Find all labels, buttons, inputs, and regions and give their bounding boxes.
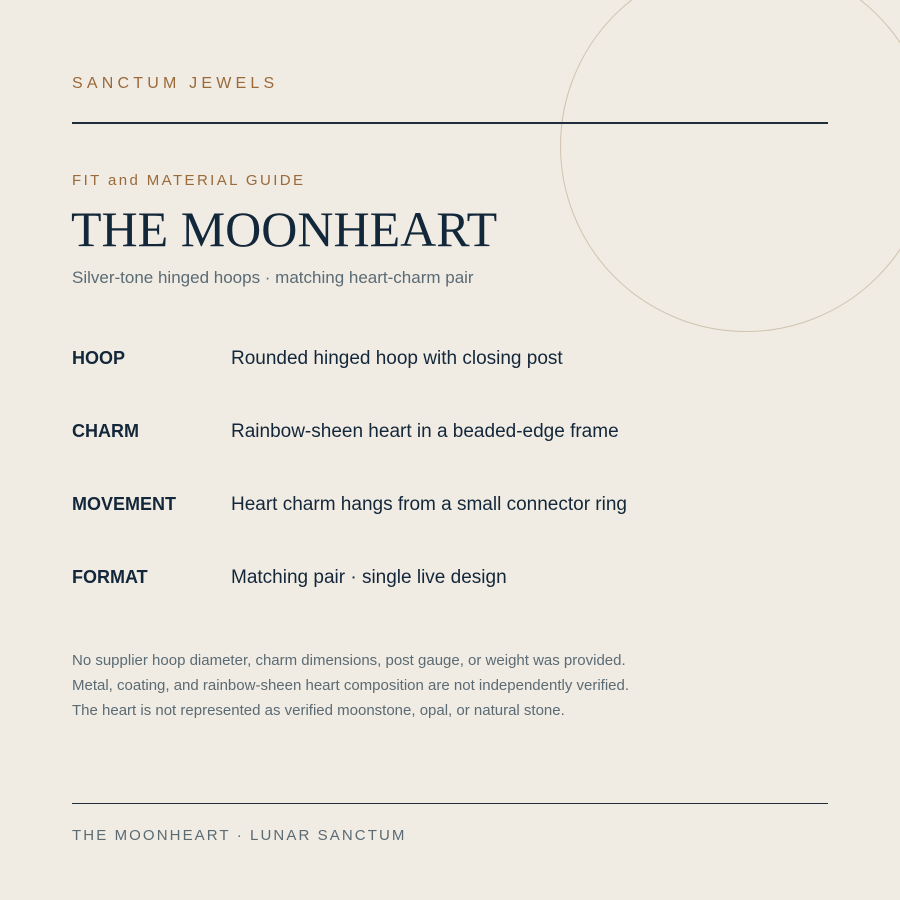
spec-row-hoop [72, 345, 832, 418]
spec-label: HOOP [72, 348, 126, 368]
spec-label: MOVEMENT [72, 494, 177, 514]
disclaimer-line: The heart is not represented as verified moonstone, opal, or natural stone. [72, 702, 565, 719]
top-divider [72, 122, 828, 124]
disclaimer-line: No supplier hoop diameter, charm dimensions, post gauge, or weight was provided. [72, 652, 626, 669]
disclaimer-line: Metal, coating, and rainbow-sheen heart composition are not independently verified. [72, 677, 630, 694]
brand-name: SANCTUM JEWELS [72, 75, 279, 92]
page-subtitle: Silver-tone hinged hoops · matching heart-charm pair [72, 268, 474, 287]
bottom-divider [72, 803, 828, 804]
decorative-circle [560, 0, 900, 332]
disclaimer-note [72, 648, 629, 723]
spec-value: Matching pair · single live design [231, 567, 507, 588]
guide-eyebrow: FIT and MATERIAL GUIDE [72, 172, 306, 189]
spec-value: Rainbow-sheen heart in a beaded-edge frame [231, 421, 619, 442]
spec-label: CHARM [72, 421, 139, 441]
spec-row-format [72, 564, 832, 637]
page-title: THE MOONHEART [71, 201, 498, 257]
spec-list [72, 345, 832, 637]
spec-row-charm [72, 418, 832, 491]
spec-label: FORMAT [72, 567, 148, 587]
spec-value: Rounded hinged hoop with closing post [231, 348, 563, 369]
spec-value: Heart charm hangs from a small connector ring [231, 494, 627, 515]
spec-row-movement [72, 491, 832, 564]
footer-text: THE MOONHEART · LUNAR SANCTUM [72, 827, 407, 844]
